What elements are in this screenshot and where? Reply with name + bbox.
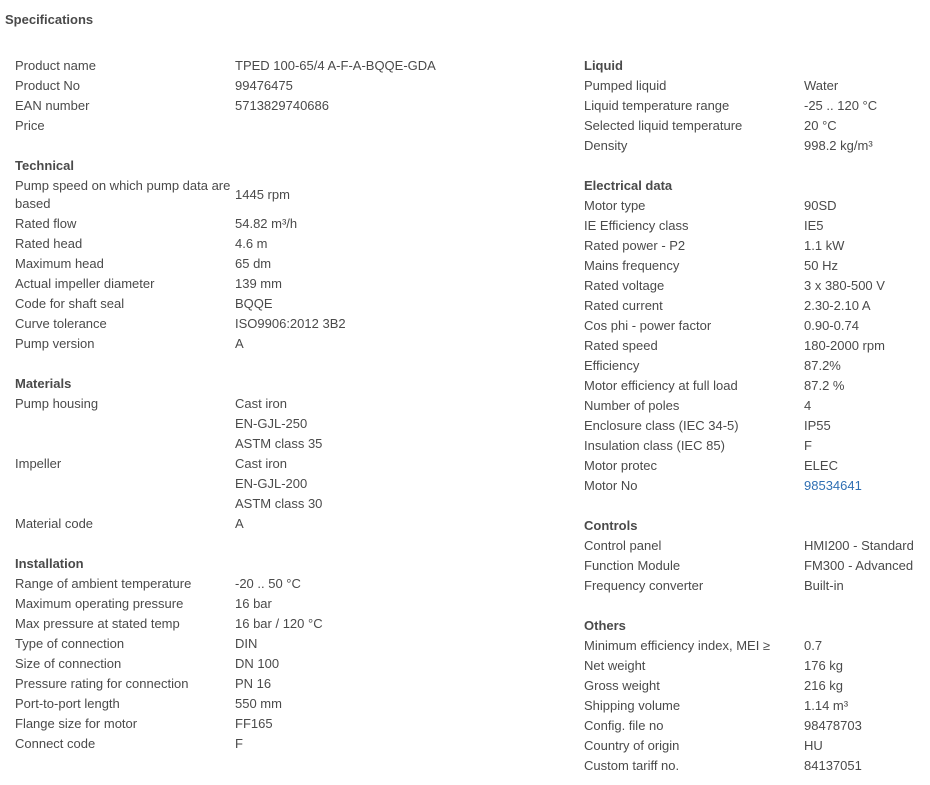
spec-value: IP55 [804,418,831,433]
spec-row-maximum-operating-pressure [15,594,555,614]
spec-values [235,714,273,734]
spec-label: Type of connection [15,636,125,651]
spec-value: 4 [804,398,812,413]
spec-values [804,476,862,496]
spec-values [235,234,268,254]
spec-row-pump-speed-on-which-pump-data-are-based [15,176,555,214]
spec-label: Connect code [15,736,96,751]
spec-value: 3 x 380-500 V [804,278,885,293]
spec-label: Motor type [584,198,646,213]
spec-label: Rated speed [584,338,658,353]
spec-row-motor-efficiency-at-full-load [584,376,924,396]
spec-row-flange-size-for-motor [15,714,555,734]
section-spacer [15,354,555,374]
spec-label: Size of connection [15,656,122,671]
spec-value: 2.30-2.10 A [804,298,871,313]
spec-row-actual-impeller-diameter [15,274,555,294]
spec-row-rated-flow [15,214,555,234]
spec-label: Max pressure at stated temp [15,616,180,631]
spec-row-impeller [15,454,555,514]
spec-value: 0.7 [804,638,823,653]
spec-value: ISO9906:2012 3B2 [235,316,346,331]
section-spacer [15,136,555,156]
spec-values [235,574,301,594]
spec-row-port-to-port-length [15,694,555,714]
section-controls [584,516,924,596]
spec-value: 550 mm [235,696,282,711]
spec-value: Built-in [804,578,844,593]
spec-label: Flange size for motor [15,716,138,731]
spec-values [804,116,837,136]
spec-label: Maximum operating pressure [15,596,184,611]
section-installation [15,554,555,754]
spec-row-number-of-poles [584,396,924,416]
spec-row-pump-housing [15,394,555,454]
spec-value: F [235,736,243,751]
spec-values [804,576,844,596]
spec-values [804,76,838,96]
spec-row-product-no [15,76,555,96]
spec-label: Actual impeller diameter [15,276,155,291]
spec-label: Pumped liquid [584,78,667,93]
spec-values [804,376,844,396]
spec-values [235,694,282,714]
spec-label: Mains frequency [584,258,680,273]
spec-value: ASTM class 30 [235,496,323,511]
spec-label: Rated flow [15,216,77,231]
spec-row-type-of-connection [15,634,555,654]
spec-values [235,594,272,614]
spec-values [804,636,822,656]
spec-label: Pressure rating for connection [15,676,189,691]
spec-label: Shipping volume [584,698,681,713]
section-others [584,616,924,776]
spec-label: Rated power - P2 [584,238,686,253]
spec-values [235,394,322,454]
spec-value: 5713829740686 [235,98,329,113]
spec-values [235,634,257,654]
spec-label: Pump speed on which pump data are based [15,178,231,211]
spec-row-ean-number [15,96,555,116]
spec-row-config-file-no [584,716,924,736]
spec-values [235,214,297,234]
spec-value: 20 °C [804,118,837,133]
spec-row-connect-code [15,734,555,754]
spec-values [235,76,293,96]
spec-label: Product name [15,58,96,73]
spec-row-frequency-converter [584,576,924,596]
spec-value: TPED 100-65/4 A-F-A-BQQE-GDA [235,58,436,73]
spec-values [235,734,243,754]
spec-row-ie-efficiency-class [584,216,924,236]
spec-row-motor-no [584,476,924,496]
section-title: Controls [584,518,638,533]
spec-row-cos-phi-power-factor [584,316,924,336]
spec-row-selected-liquid-temperature [584,116,924,136]
section-title: Liquid [584,58,623,73]
spec-value: 16 bar / 120 °C [235,616,323,631]
spec-row-liquid-temperature-range [584,96,924,116]
spec-value: FF165 [235,716,273,731]
spec-value: ASTM class 35 [235,436,323,451]
spec-values [235,454,322,514]
spec-value: 4.6 m [235,236,268,251]
spec-value: FM300 - Advanced [804,558,914,573]
spec-label: Control panel [584,538,662,553]
spec-row-density [584,136,924,156]
spec-row-efficiency [584,356,924,376]
spec-values [804,676,843,696]
spec-row-rated-head [15,234,555,254]
section-electrical-data [584,176,924,496]
spec-values [804,416,831,436]
spec-row-shipping-volume [584,696,924,716]
spec-row-rated-current [584,296,924,316]
spec-label: Minimum efficiency index, MEI ≥ [584,638,771,653]
spec-value: -25 .. 120 °C [804,98,878,113]
section-spacer [584,496,924,516]
spec-value: DIN [235,636,258,651]
spec-value: 87.2% [804,358,841,373]
section-technical [15,156,555,354]
spec-values [804,456,838,476]
spec-value: 90SD [804,198,837,213]
spec-value: A [235,336,244,351]
spec-label: Motor protec [584,458,657,473]
spec-label: Function Module [584,558,681,573]
spec-value: EN-GJL-200 [235,476,308,491]
spec-value-link[interactable]: 98534641 [804,478,862,493]
spec-value: F [804,438,812,453]
section-spacer [584,596,924,616]
spec-values [804,536,914,556]
spec-value: 139 mm [235,276,282,291]
spec-label: Curve tolerance [15,316,107,331]
spec-values [804,656,843,676]
spec-row-curve-tolerance [15,314,555,334]
spec-values [804,96,877,116]
spec-row-code-for-shaft-seal [15,294,555,314]
spec-label: Material code [15,516,94,531]
section-materials [15,374,555,534]
spec-row-max-pressure-at-stated-temp [15,614,555,634]
spec-label: Price [15,118,45,133]
spec-row-function-module [584,556,924,576]
page-title: Specifications [5,12,94,27]
spec-row-minimum-efficiency-index-mei [584,636,924,656]
spec-label: Rated voltage [584,278,665,293]
spec-row-country-of-origin [584,736,924,756]
spec-value: 1.1 kW [804,238,845,253]
spec-values [804,696,848,716]
spec-row-control-panel [584,536,924,556]
spec-label: Motor efficiency at full load [584,378,738,393]
section-spacer [15,534,555,554]
spec-values [804,396,811,416]
spec-values [235,274,282,294]
spec-row-product-name [15,56,555,76]
spec-value: 1.14 m³ [804,698,849,713]
spec-row-price [15,116,555,136]
spec-value: A [235,516,244,531]
spec-row-rated-speed [584,336,924,356]
spec-label: Rated current [584,298,663,313]
spec-label: Frequency converter [584,578,704,593]
spec-row-material-code [15,514,555,534]
spec-row-pumped-liquid [584,76,924,96]
spec-label: Density [584,138,628,153]
spec-value: 16 bar [235,596,272,611]
section-title: Electrical data [584,178,673,193]
spec-label: Country of origin [584,738,680,753]
spec-values [804,276,885,296]
spec-label: Pump housing [15,396,99,411]
spec-values [235,254,271,274]
spec-label: Efficiency [584,358,640,373]
spec-value: Cast iron [235,396,288,411]
spec-value: Water [804,78,839,93]
spec-label: Cos phi - power factor [584,318,712,333]
spec-values [235,56,436,76]
spec-row-pump-version [15,334,555,354]
spec-value: PN 16 [235,676,272,691]
spec-value: 65 dm [235,256,272,271]
spec-label: Pump version [15,336,95,351]
left-column [15,56,555,754]
spec-row-motor-protec [584,456,924,476]
spec-values [804,736,823,756]
spec-label: Custom tariff no. [584,758,680,773]
spec-value: 176 kg [804,658,844,673]
spec-label: Code for shaft seal [15,296,125,311]
spec-row-custom-tariff-no [584,756,924,776]
spec-label: Maximum head [15,256,104,271]
section-title: Installation [15,556,84,571]
spec-label: EAN number [15,98,90,113]
spec-values [804,256,838,276]
section-title: Materials [15,376,72,391]
spec-value: 87.2 % [804,378,845,393]
spec-row-pressure-rating-for-connection [15,674,555,694]
section-title: Others [584,618,626,633]
spec-label: Liquid temperature range [584,98,730,113]
spec-row-range-of-ambient-temperature [15,574,555,594]
spec-values [235,96,329,116]
spec-value: ELEC [804,458,838,473]
spec-label: Port-to-port length [15,696,120,711]
spec-label: Config. file no [584,718,664,733]
spec-label: Product No [15,78,81,93]
spec-row-maximum-head [15,254,555,274]
spec-values [235,294,273,314]
spec-row-net-weight [584,656,924,676]
spec-values [804,236,844,256]
right-column [584,56,924,776]
spec-values [804,316,859,336]
spec-value: 98478703 [804,718,862,733]
spec-values [804,756,862,776]
section-general [15,56,555,136]
spec-label: Rated head [15,236,83,251]
spec-value: DN 100 [235,656,280,671]
spec-values [804,556,913,576]
spec-label: Selected liquid temperature [584,118,743,133]
spec-label: Range of ambient temperature [15,576,192,591]
spec-values [804,356,841,376]
spec-row-mains-frequency [584,256,924,276]
section-spacer [584,156,924,176]
spec-value: HU [804,738,823,753]
spec-value: 216 kg [804,678,844,693]
spec-label: Gross weight [584,678,660,693]
section-title: Technical [15,158,75,173]
section-liquid [584,56,924,156]
spec-values [235,614,323,634]
spec-values [235,674,271,694]
spec-value: IE5 [804,218,824,233]
spec-row-gross-weight [584,676,924,696]
spec-row-size-of-connection [15,654,555,674]
spec-values [235,176,290,214]
spec-values [235,314,346,334]
spec-row-rated-power-p2 [584,236,924,256]
spec-row-enclosure-class-iec-34-5 [584,416,924,436]
spec-values [804,196,837,216]
spec-value: 50 Hz [804,258,838,273]
spec-value: 0.90-0.74 [804,318,859,333]
spec-value: Cast iron [235,456,288,471]
spec-value: 54.82 m³/h [235,216,298,231]
spec-label: Net weight [584,658,646,673]
spec-label: IE Efficiency class [584,218,689,233]
spec-value: 99476475 [235,78,293,93]
spec-label: Impeller [15,456,62,471]
spec-label: Number of poles [584,398,680,413]
spec-value: EN-GJL-250 [235,416,308,431]
spec-row-motor-type [584,196,924,216]
spec-value: 1445 rpm [235,187,290,202]
spec-values [804,436,812,456]
spec-label: Motor No [584,478,638,493]
spec-value: HMI200 - Standard [804,538,914,553]
spec-label: Enclosure class (IEC 34-5) [584,418,739,433]
spec-value: 84137051 [804,758,862,773]
spec-values [804,716,862,736]
spec-values [235,514,244,534]
spec-label: Insulation class (IEC 85) [584,438,725,453]
spec-value: BQQE [235,296,273,311]
spec-values [804,136,873,156]
spec-values [804,296,871,316]
spec-values [804,216,824,236]
spec-value: 998.2 kg/m³ [804,138,873,153]
spec-values [235,334,244,354]
spec-row-rated-voltage [584,276,924,296]
spec-value: -20 .. 50 °C [235,576,301,591]
spec-value: 180-2000 rpm [804,338,885,353]
spec-values [804,336,885,356]
spec-values [235,654,279,674]
spec-row-insulation-class-iec-85 [584,436,924,456]
